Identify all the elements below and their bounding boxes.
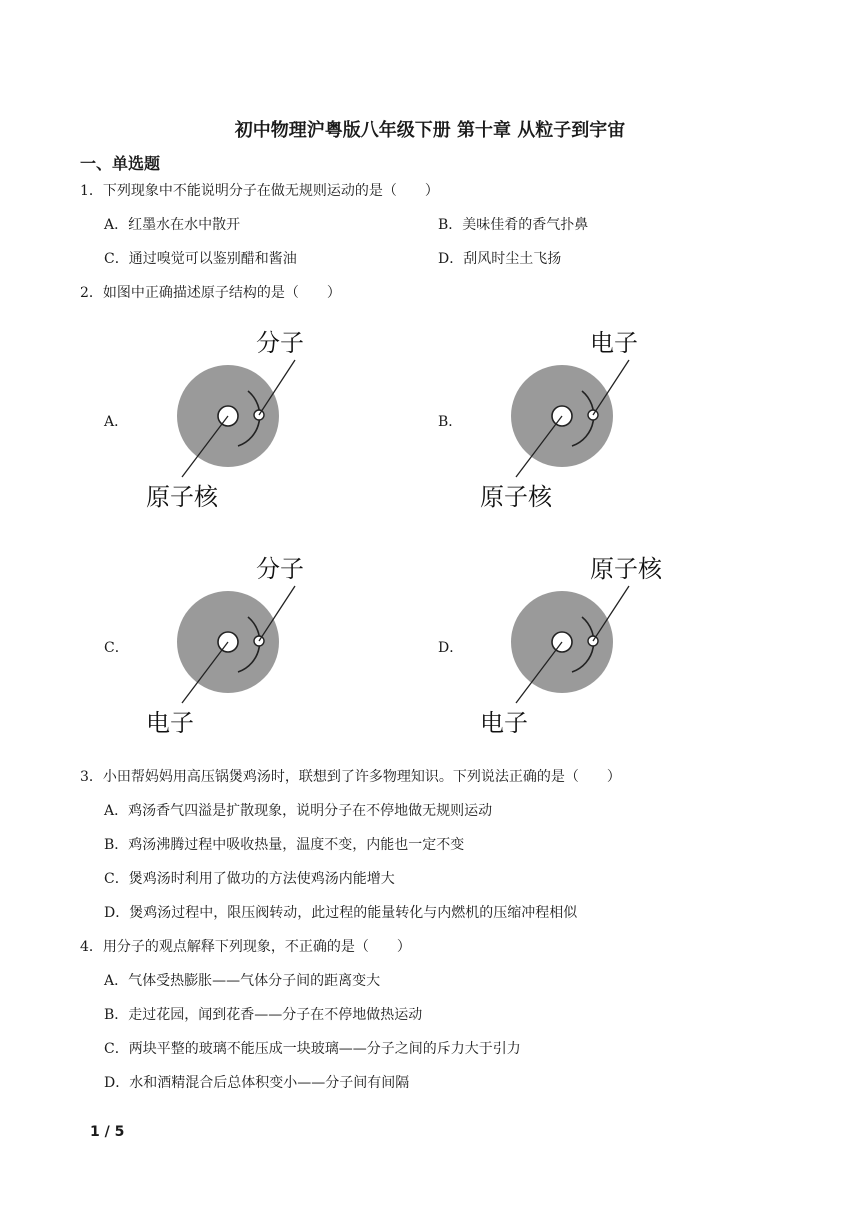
question-3-option-b: B．鸡汤沸腾过程中吸收热量，温度不变，内能也一定不变 xyxy=(104,837,465,853)
question-1-option-a: A．红墨水在水中散开 xyxy=(104,217,241,233)
page-number: 1 / 5 xyxy=(90,1124,125,1140)
bottom-label: 原子核 xyxy=(146,483,218,511)
atom-figure-d xyxy=(474,546,674,746)
question-4-option-b: B．走过花园，闻到花香——分子在不停地做热运动 xyxy=(104,1007,423,1023)
atom-figure-c xyxy=(140,546,320,746)
question-1-stem: 1．下列现象中不能说明分子在做无规则运动的是（ ） xyxy=(80,183,439,199)
question-1-option-c: C．通过嗅觉可以鉴别醋和酱油 xyxy=(104,251,297,267)
figure-c-letter: C． xyxy=(104,640,129,656)
top-label: 电子 xyxy=(590,329,638,357)
question-4-option-d: D．水和酒精混合后总体积变小——分子间有间隔 xyxy=(104,1075,410,1091)
figure-d-letter: D． xyxy=(438,640,464,656)
atom-figure-a xyxy=(140,320,320,520)
bottom-label: 电子 xyxy=(146,709,194,737)
figure-b-letter: B． xyxy=(438,414,463,430)
top-label: 分子 xyxy=(256,555,304,583)
question-4-option-c: C．两块平整的玻璃不能压成一块玻璃——分子之间的斥力大于引力 xyxy=(104,1041,521,1057)
question-3-stem: 3．小田帮妈妈用高压锅煲鸡汤时，联想到了许多物理知识。下列说法正确的是（ ） xyxy=(80,769,621,785)
question-1-option-d: D．刮风时尘土飞扬 xyxy=(438,251,562,267)
question-2-stem: 2．如图中正确描述原子结构的是（ ） xyxy=(80,285,341,301)
atom-figure-b xyxy=(474,320,654,520)
bottom-label: 电子 xyxy=(480,709,528,737)
question-3-option-c: C．煲鸡汤时利用了做功的方法使鸡汤内能增大 xyxy=(104,871,395,887)
question-1-option-b: B．美味佳肴的香气扑鼻 xyxy=(438,217,589,233)
bottom-label: 原子核 xyxy=(480,483,552,511)
question-4-stem: 4．用分子的观点解释下列现象，不正确的是（ ） xyxy=(80,939,411,955)
document-title: 初中物理沪粤版八年级下册 第十章 从粒子到宇宙 xyxy=(234,120,626,141)
top-label: 分子 xyxy=(256,329,304,357)
question-4-option-a: A．气体受热膨胀——气体分子间的距离变大 xyxy=(104,973,381,989)
top-label: 原子核 xyxy=(590,555,662,583)
question-3-option-d: D．煲鸡汤过程中，限压阀转动，此过程的能量转化与内燃机的压缩冲程相似 xyxy=(104,905,578,921)
figure-a-letter: A． xyxy=(104,414,129,430)
question-3-option-a: A．鸡汤香气四溢是扩散现象，说明分子在不停地做无规则运动 xyxy=(104,803,493,819)
section-heading: 一、单选题 xyxy=(80,154,161,173)
